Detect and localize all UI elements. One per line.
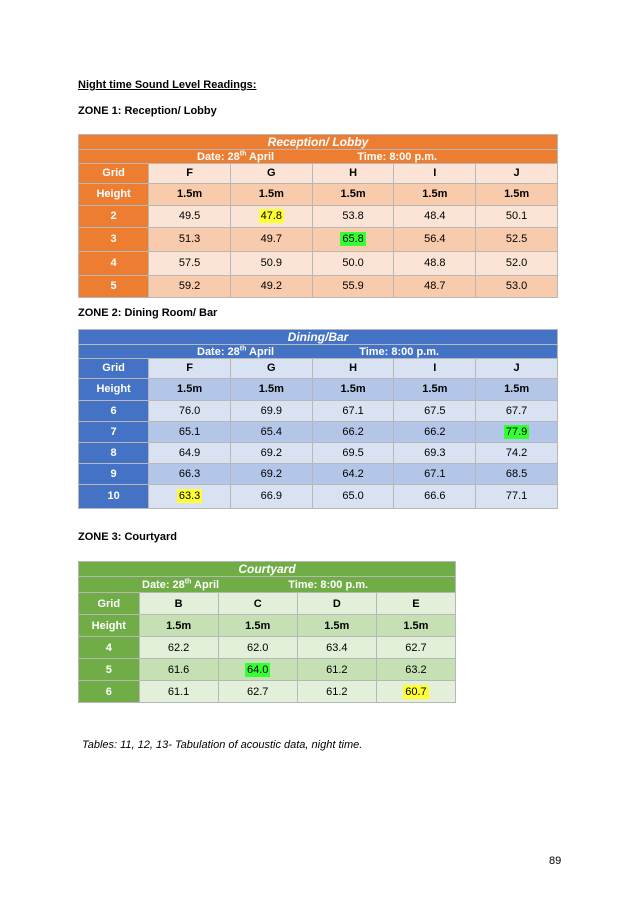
grid-cell: 5 (79, 275, 149, 297)
height-cell: 1.5m (394, 378, 476, 400)
table-row (79, 251, 558, 275)
column-header: B (139, 593, 218, 615)
height-label: Height (79, 378, 149, 400)
value-cell: 61.2 (326, 663, 348, 676)
value-cell: 63.4 (326, 641, 348, 654)
value-cell: 48.7 (424, 280, 446, 293)
table-row (79, 484, 558, 508)
height-cell: 1.5m (476, 378, 558, 400)
column-header: I (394, 358, 476, 378)
time-text: Time: 8:00 p.m. (359, 345, 440, 358)
value-cell: 74.2 (505, 446, 528, 459)
value-cell-highlighted: 77.9 (505, 425, 528, 438)
zone2-heading: ZONE 2: Dining Room/ Bar (78, 307, 218, 319)
zone3-table (78, 561, 456, 703)
value-cell: 66.9 (260, 490, 283, 503)
value-cell: 53.0 (505, 280, 528, 293)
value-cell: 62.2 (167, 641, 190, 654)
table-row (79, 227, 558, 251)
value-cell: 64.2 (342, 467, 364, 480)
value-cell: 66.6 (424, 490, 446, 503)
column-header: G (230, 163, 312, 183)
zone3-heading: ZONE 3: Courtyard (78, 531, 178, 543)
height-cell: 1.5m (149, 378, 231, 400)
page-number: 89 (549, 855, 562, 867)
table-row (79, 681, 456, 703)
zone1-heading: ZONE 1: Reception/ Lobby (78, 105, 217, 117)
value-cell: 69.2 (260, 446, 283, 459)
value-cell: 67.1 (342, 404, 364, 417)
height-cell: 1.5m (376, 615, 455, 637)
value-cell-highlighted: 64.0 (246, 663, 269, 676)
height-cell: 1.5m (476, 183, 558, 205)
value-cell: 67.5 (424, 404, 446, 417)
table-caption: Tables: 11, 12, 13- Tabulation of acoustic data, night time. (82, 739, 363, 751)
table-row (79, 637, 456, 659)
value-cell: 69.9 (260, 404, 283, 417)
height-cell: 1.5m (297, 615, 376, 637)
column-header: D (297, 593, 376, 615)
table-row (79, 659, 456, 681)
value-cell: 50.1 (505, 210, 528, 223)
column-header: E (376, 593, 455, 615)
value-cell: 61.2 (326, 685, 348, 698)
value-cell-highlighted: 65.8 (342, 233, 364, 246)
value-cell-highlighted: 63.3 (178, 490, 201, 503)
value-cell: 66.3 (178, 467, 201, 480)
value-cell: 48.8 (424, 257, 446, 270)
table-title: Dining/Bar (79, 330, 558, 345)
value-cell: 57.5 (178, 257, 201, 270)
value-cell: 67.1 (424, 467, 446, 480)
grid-cell: 7 (79, 421, 149, 442)
value-cell: 49.7 (260, 233, 283, 246)
height-label: Height (79, 183, 149, 205)
value-cell: 65.0 (342, 490, 364, 503)
table-row (79, 275, 558, 297)
value-cell: 77.1 (505, 490, 528, 503)
table-row (79, 442, 558, 463)
table-row (79, 205, 558, 227)
column-header: F (149, 358, 231, 378)
value-cell: 65.1 (178, 425, 201, 438)
height-cell: 1.5m (139, 615, 218, 637)
height-label: Height (79, 615, 140, 637)
value-cell: 69.2 (260, 467, 283, 480)
column-header: I (394, 163, 476, 183)
table-title: Reception/ Lobby (79, 135, 558, 150)
height-cell: 1.5m (394, 183, 476, 205)
value-cell: 68.5 (505, 467, 528, 480)
date-time-row (79, 577, 456, 593)
value-cell: 52.5 (505, 233, 528, 246)
value-cell: 61.6 (167, 663, 190, 676)
value-cell: 66.2 (342, 425, 364, 438)
value-cell-highlighted: 47.8 (260, 210, 283, 223)
value-cell: 52.0 (505, 257, 528, 270)
value-cell: 76.0 (178, 404, 201, 417)
grid-cell: 4 (79, 251, 149, 275)
date-text: Date: 28th April (197, 150, 275, 163)
value-cell: 69.5 (342, 446, 364, 459)
grid-cell: 2 (79, 205, 149, 227)
grid-label: Grid (79, 163, 149, 183)
grid-cell: 5 (79, 659, 140, 681)
time-text: Time: 8:00 p.m. (357, 150, 438, 163)
value-cell: 62.7 (405, 641, 427, 654)
value-cell: 50.9 (260, 257, 283, 270)
date-text: Date: 28th April (197, 345, 275, 358)
height-cell: 1.5m (230, 183, 312, 205)
column-header: C (218, 593, 297, 615)
value-cell: 66.2 (424, 425, 446, 438)
table-row (79, 463, 558, 484)
column-header: F (149, 163, 231, 183)
column-header: J (476, 163, 558, 183)
grid-label: Grid (79, 593, 140, 615)
column-header: J (476, 358, 558, 378)
height-cell: 1.5m (230, 378, 312, 400)
grid-cell: 10 (79, 484, 149, 508)
date-time-row (79, 345, 558, 359)
grid-cell: 6 (79, 681, 140, 703)
height-cell: 1.5m (218, 615, 297, 637)
grid-cell: 6 (79, 400, 149, 421)
column-header: H (312, 358, 394, 378)
value-cell-highlighted: 60.7 (405, 685, 427, 698)
grid-cell: 3 (79, 227, 149, 251)
value-cell: 67.7 (505, 404, 528, 417)
grid-cell: 8 (79, 442, 149, 463)
value-cell: 61.1 (167, 685, 190, 698)
value-cell: 62.7 (246, 685, 269, 698)
table-title: Courtyard (79, 562, 456, 577)
grid-label: Grid (79, 358, 149, 378)
value-cell: 64.9 (178, 446, 201, 459)
height-cell: 1.5m (312, 378, 394, 400)
time-text: Time: 8:00 p.m. (288, 578, 369, 591)
value-cell: 50.0 (342, 257, 364, 270)
value-cell: 51.3 (178, 233, 201, 246)
value-cell: 55.9 (342, 280, 364, 293)
value-cell: 69.3 (424, 446, 446, 459)
value-cell: 65.4 (260, 425, 283, 438)
value-cell: 48.4 (424, 210, 446, 223)
table-row (79, 400, 558, 421)
column-header: G (230, 358, 312, 378)
zone1-table (78, 134, 558, 298)
grid-cell: 4 (79, 637, 140, 659)
value-cell: 56.4 (424, 233, 446, 246)
value-cell: 59.2 (178, 280, 201, 293)
table-row (79, 421, 558, 442)
value-cell: 53.8 (342, 210, 364, 223)
section-heading: Night time Sound Level Readings: (78, 79, 257, 91)
value-cell: 63.2 (405, 663, 427, 676)
value-cell: 49.2 (260, 280, 283, 293)
date-text: Date: 28th April (142, 578, 220, 591)
value-cell: 62.0 (246, 641, 269, 654)
value-cell: 49.5 (178, 210, 201, 223)
height-cell: 1.5m (312, 183, 394, 205)
date-time-row (79, 150, 558, 164)
column-header: H (312, 163, 394, 183)
zone2-table (78, 329, 558, 509)
grid-cell: 9 (79, 463, 149, 484)
height-cell: 1.5m (149, 183, 231, 205)
